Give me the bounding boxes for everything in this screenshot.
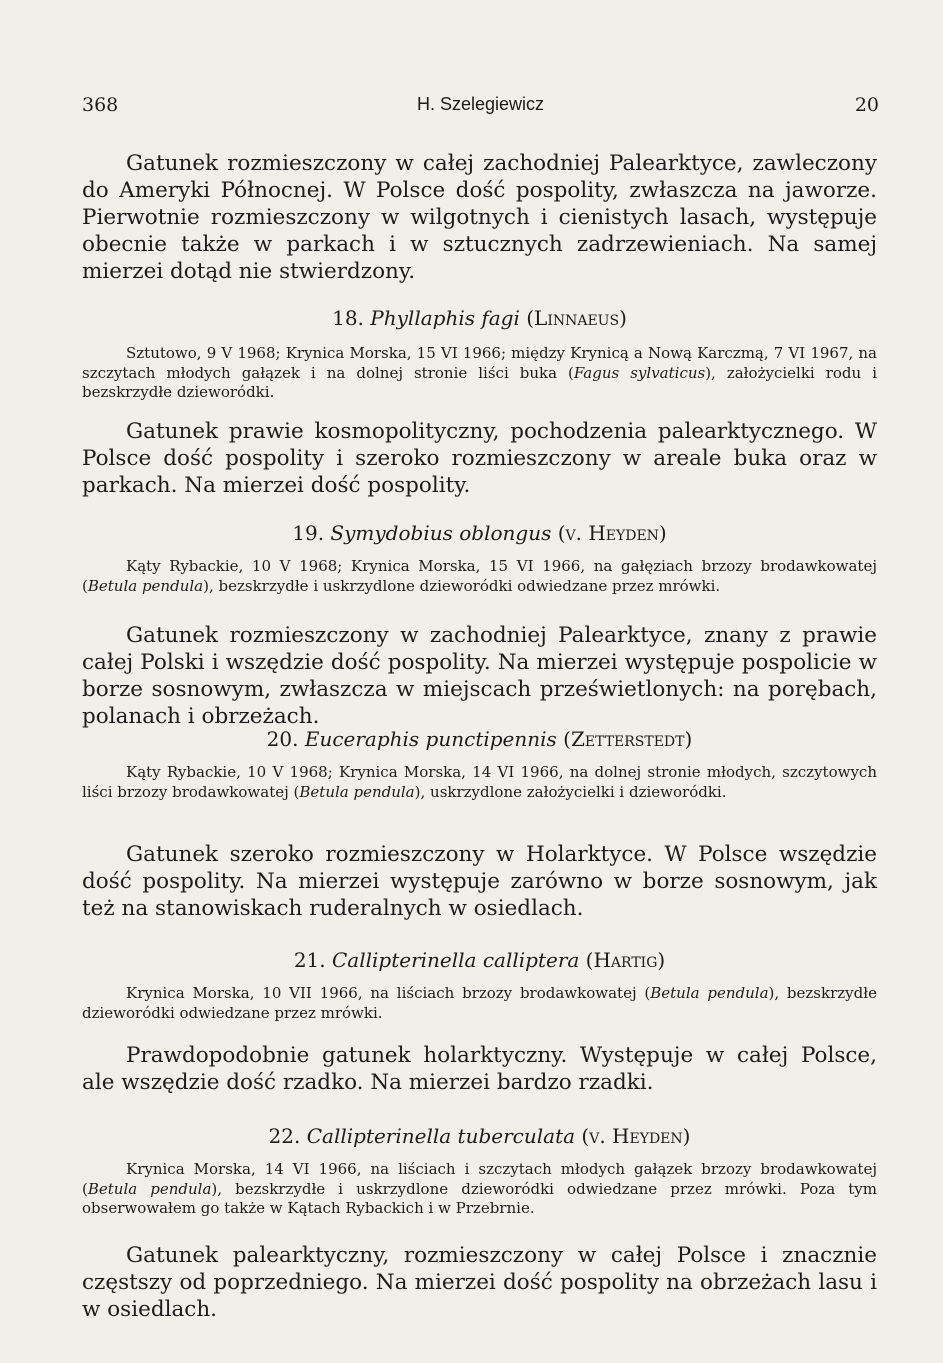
paragraph-intro: Gatunek rozmieszczony w całej zachodniej Palearktyce, zawleczony do Ameryki Północnej. W Polsce dość pospolity, zwłaszcza na jaworze. Pierwotnie rozmieszczony w wilgotnych i cienistych lasach, występuje obecnie także w parkach i w sztucznych zadrzewieniach. Na samej mierzei dotąd nie stwierdzony. [82,151,877,284]
host-plant: Betula pendula [87,1179,212,1198]
species-name: Symydobius oblongus [330,521,552,545]
species-heading-19 [82,521,877,545]
species-number: 19. [292,521,325,545]
record-text-after: ), bezskrzydłe i uskrzydlone dzieworódki odwiedzane przez mrówki. Poza tym obserwowałem go także w Kątach Rybackich i w Przebrnie. [82,1179,877,1217]
species-name: Callipterinella tuberculata [306,1124,576,1148]
record-20 [82,763,877,802]
record-text: Krynica Morska, 10 VII 1966, na liściach brzozy brodawkowatej ( [126,984,651,1002]
paragraph-18: Gatunek prawie kosmopolityczny, pochodzenia palearktycznego. W Polsce dość pospolity i szeroko rozmieszczony w areale buka oraz w parkach. Na mierzei dość pospolity. [82,419,877,498]
host-plant: Betula pendula [650,984,769,1002]
species-number: 21. [293,948,326,972]
page-number: 368 [82,94,119,116]
species-heading-21 [82,948,877,972]
host-plant: Fagus sylvaticus [573,363,706,382]
paragraph-20: Gatunek szeroko rozmieszczony w Holarktyce. W Polsce wszędzie dość pospolity. Na mierzei występuje zarówno w borze sosnowym, jak też na stanowiskach ruderalnych w osiedlach. [82,842,877,921]
record-19 [82,557,877,596]
record-text: Krynica Morska, 14 VI 1966, na liściach i szczytach młodych gałązek brzozy brodawkowatej ( [82,1160,877,1198]
species-heading-20 [82,727,877,751]
species-number: 22. [268,1124,301,1148]
record-text-after: ), uskrzydlone założycielki i dzieworódki. [414,782,727,801]
species-name: Euceraphis punctipennis [304,727,557,751]
record-text: Kąty Rybackie, 10 V 1968; Krynica Morska, 15 VI 1966, na gałęziach brzozy brodawkowatej ( [82,557,877,595]
record-18 [82,344,877,403]
species-authority: (Zetterstedt) [563,727,693,751]
species-authority: (v. Heyden) [581,1124,691,1148]
species-heading-18 [82,306,877,330]
paragraph-22: Gatunek palearktyczny, rozmieszczony w całej Polsce i znacznie częstszy od poprzedniego. Na mierzei dość pospolity na obrzeżach lasu i w osiedlach. [82,1243,877,1322]
species-number: 18. [332,306,364,330]
paragraph-19: Gatunek rozmieszczony w zachodniej Palearktyce, znany z prawie całej Polski i wszędzie dość pospolity. Na mierzei występuje pospolicie w borze sosnowym, zwłaszcza w miejscach prześwietlonych: na porębach, polanach i obrzeżach. [82,623,877,729]
issue-number: 20 [854,94,879,116]
species-heading-22 [82,1124,877,1148]
record-text: Kąty Rybackie, 10 V 1968; Krynica Morska, 14 VI 1966, na dolnej stronie młodych, szczytowych liści brzozy brodawkowatej ( [82,763,877,801]
species-authority: (Hartig) [585,948,666,972]
record-text-after: ), bezskrzydłe i uskrzydlone dzieworódki odwiedzane przez mrówki. [203,576,721,595]
species-name: Phyllaphis fagi [370,306,520,330]
species-number: 20. [266,727,299,751]
record-text: Sztutowo, 9 V 1968; Krynica Morska, 15 VI 1966; między Krynicą a Nową Karczmą, 7 VI 1967, na szczytach młodych gałązek i na dolnej stronie liści buka ( [82,344,877,382]
host-plant: Betula pendula [299,782,415,801]
species-name: Callipterinella calliptera [331,948,580,972]
host-plant: Betula pendula [87,576,204,595]
species-authority: (Linnaeus) [526,306,627,330]
running-header [82,94,879,126]
record-22 [82,1160,877,1219]
species-authority: (v. Heyden) [557,521,667,545]
paragraph-21: Prawdopodobnie gatunek holarktyczny. Występuje w całej Polsce, ale wszędzie dość rzadko. Na mierzei bardzo rzadki. [82,1043,877,1095]
record-text-after: ), bezskrzydłe dzieworódki odwiedzane przez mrówki. [82,984,877,1022]
record-text-after: ), założycielki rodu i bezskrzydłe dzieworódki. [82,363,877,401]
record-21 [82,984,877,1023]
running-author: H. Szelegiewicz [416,94,545,114]
